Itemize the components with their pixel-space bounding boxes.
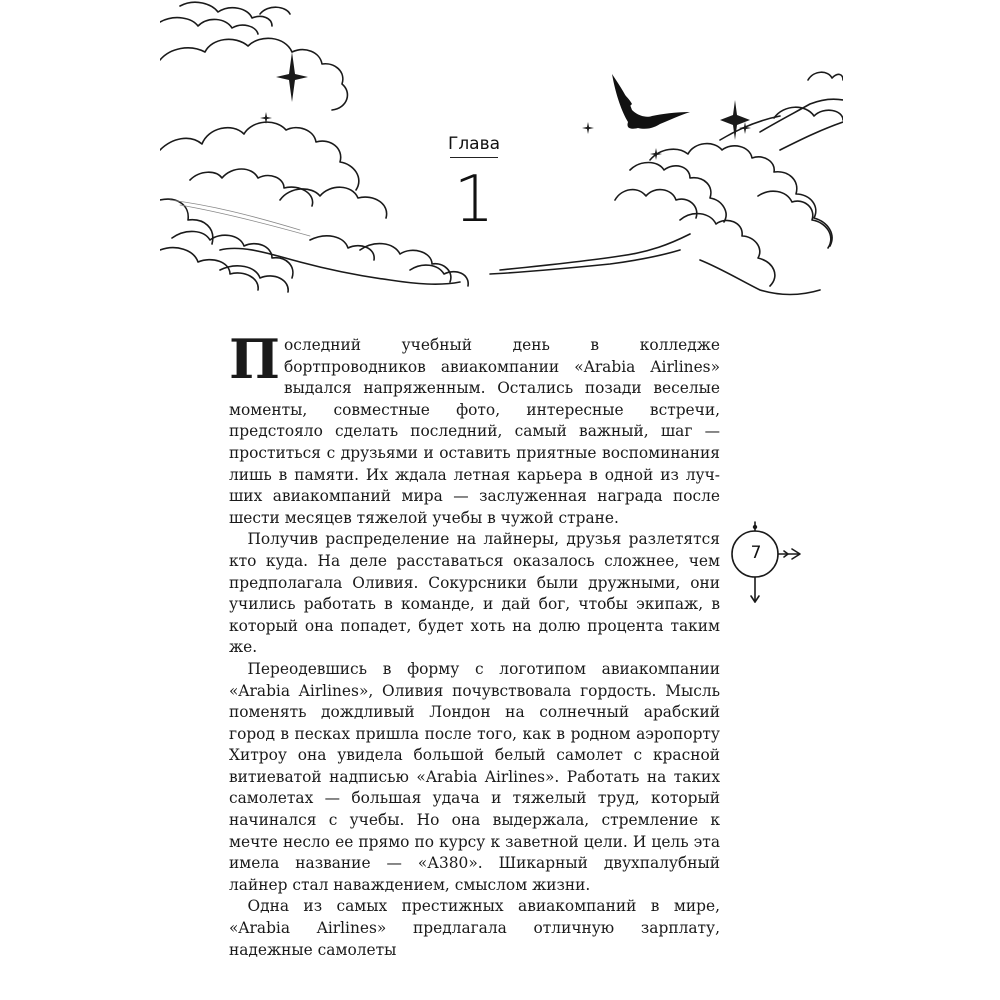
chapter-text — [229, 327, 720, 961]
cloud-icon — [170, 200, 310, 236]
bird-icon — [612, 74, 690, 129]
paragraph — [229, 327, 720, 529]
chapter-number: 1 — [453, 163, 495, 237]
cloud-icon — [490, 72, 843, 294]
paragraph-text: оследний учебный день в колледже бортпроводников авиакомпании «Arabia Airlines» выдался напряженным. Остались позади веселые моменты, совместные фото, интересные встречи, предстояло сделать последний, самый важный, шаг — проститься с друзьями и оставить приятные воспоминания лишь в памяти. Их ждала летная карьера в одной из лучших авиакомпаний мира — заслуженная награда после шести месяцев тяжелой учебы в чужой стране. — [229, 336, 720, 527]
cloud-icon — [160, 244, 468, 292]
paragraph: Получив распределение на лайнеры, друзья разлетятся кто куда. На деле расставаться оказалось сложнее, чем предполагала Оливия. Сокурсники были дружными, они учились работать в команде, и дай бог, чтобы экипаж, в который она попадет, будет хоть на долю процента таким же. — [229, 530, 720, 657]
paragraph: Переодевшись в форму с логотипом авиакомпании «Arabia Airlines», Оливия почувствовала гордость. Мысль поменять дождливый Лондон на солнечный арабский город в песках пришла после того, как в родном аэропорту Хитроу она увидела большой белый самолет с красной витиеватой надписью «Arabia Airlines». Работать на таких самолетах — большая удача и тяжелый труд, который начинался с учебы. Но она выдержала, стремление к мечте несло ее прямо по курсу к заветной цели. И цель эта имела название — «А380». Шикарный двухпалубный лайнер стал наваждением, смыслом жизни. — [229, 659, 720, 894]
cloud-icon — [160, 2, 347, 110]
chapter-label: Глава — [447, 134, 501, 154]
drop-cap: П — [229, 327, 280, 391]
page-number: 7 — [750, 543, 762, 563]
paragraph: Одна из самых престижных авиакомпаний в мире, «Arabia Airlines» предлагала отличную зарплату, надежные самолеты — [229, 897, 720, 959]
compass-arrow-icon — [722, 518, 812, 608]
chapter-divider — [450, 157, 498, 158]
